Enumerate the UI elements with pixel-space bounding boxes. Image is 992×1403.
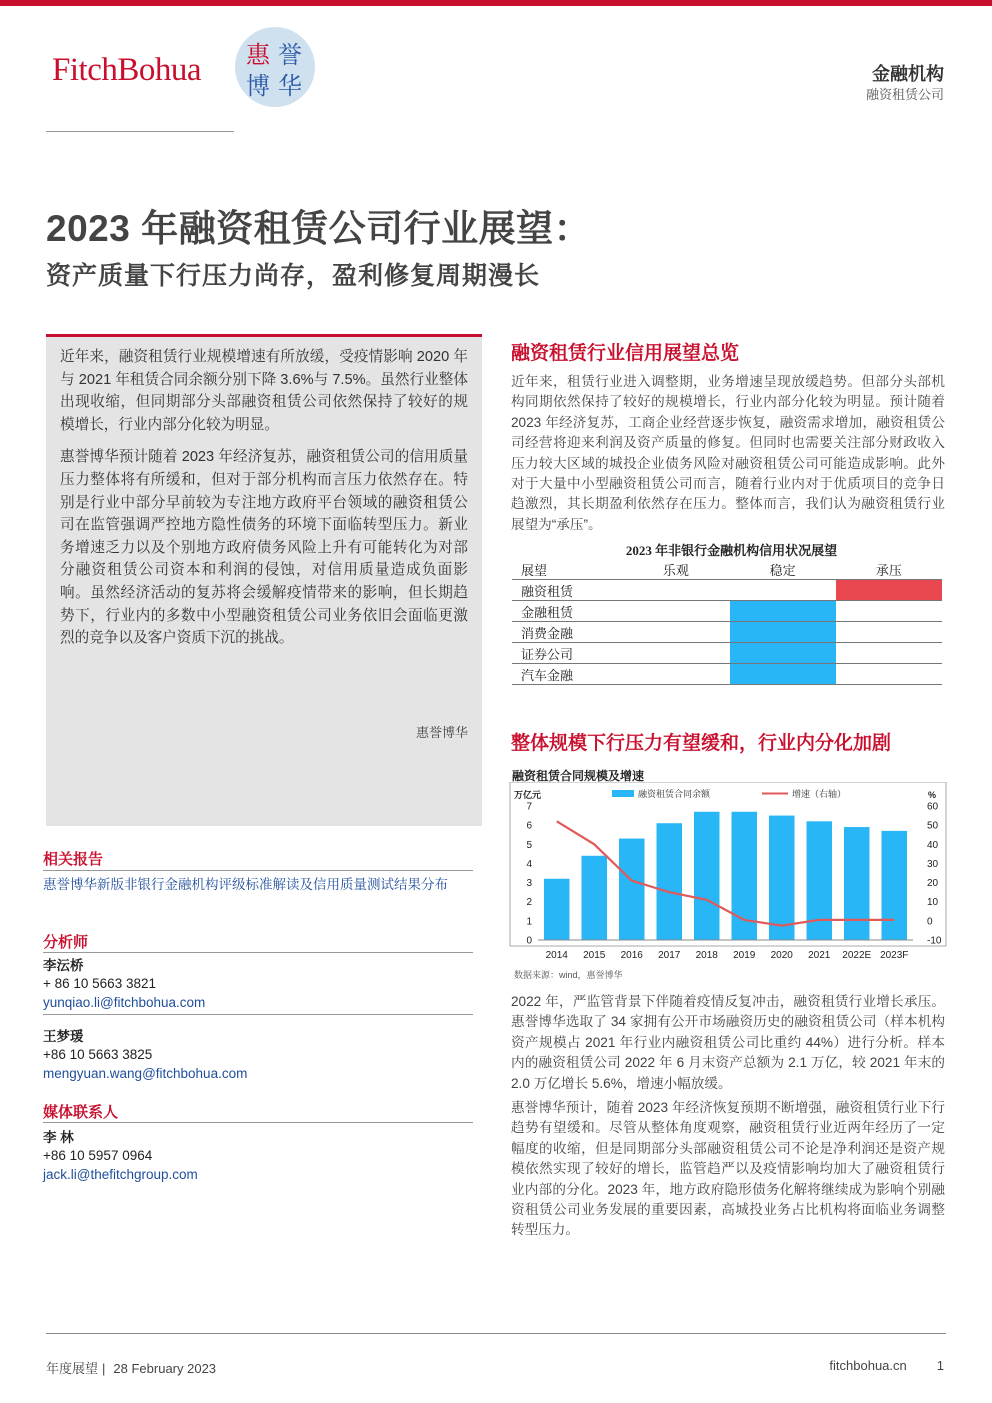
chart-bar [544, 879, 570, 940]
chart-bar [619, 839, 645, 940]
header-cell: 乐观 [622, 559, 729, 580]
optimistic-cell [622, 664, 729, 685]
report-subtitle: 资产质量下行压力尚存，盈利修复周期漫长 [46, 262, 541, 290]
row-label: 汽车金融 [512, 664, 622, 685]
header-cell: 稳定 [730, 559, 836, 580]
analyst-email-link[interactable]: yunqiao.li@fitchbohua.com [43, 995, 206, 1010]
right-tick-label: -10 [927, 935, 942, 947]
left-tick-label: 4 [526, 858, 532, 870]
stable-cell-filled [730, 622, 836, 643]
chart-bar [694, 812, 720, 940]
section-body-outlook: 近年来，租赁行业进入调整期，业务增速呈现放缓趋势。但部分头部机构同期依然保持了较好的规模增长，行业内部分化较为明显。预计随着 2023 年经济复苏，工商企业经营逐步恢复，融资需求增加，融资租赁公司经营将迎来利润及资产质量的修复。但同时也需要关注部分财政收入压力较大区域的城投企业债务风险对融资租赁公司可能造成影响。此外对于大量中小型融资租赁公司而言，随着行业内对于优质项目的竞争日趋激烈，其长期盈利依然存在压力。整体而言，我们认为融资租赁行业展望为“承压”。 [511, 374, 945, 532]
analyst-2 [43, 1025, 473, 1083]
section-heading-outlook: 融资租赁行业信用展望总览 [511, 343, 740, 364]
fitchbohua-logo: FitchBohua [52, 52, 201, 88]
stable-cell-filled [730, 664, 836, 685]
x-tick-label: 2023F [880, 950, 909, 961]
stable-cell-filled [730, 601, 836, 622]
footer-left: 年度展望 | 28 February 2023 [46, 1361, 217, 1376]
outlook-table-caption: 2023 年非银行金融机构信用状况展望 [625, 543, 838, 558]
x-tick-label: 2021 [808, 950, 831, 961]
optimistic-cell [622, 580, 729, 601]
legend-bar-label: 融资租赁合同余额 [638, 789, 711, 799]
right-tick-label: 20 [927, 878, 939, 890]
contract-scale-chart [508, 782, 948, 966]
right-tick-label: 0 [927, 916, 933, 928]
section2-paragraph-2: 惠誉博华预计，随着 2023 年经济恢复预期不断增强，融资租赁行业下行趋势有望缓和。尽管从整体角度观察，融资租赁行业近两年经历了一定幅度的收缩，但是同期部分头部融资租赁公司不论是净利润还是资产规模依然实现了较好的增长，监管趋严以及疫情影响均加大了融资租赁行业内部的分化。2023 年，地方政府隐形债务化解将继续成为影响个别融资租赁公司业务发展的重要因素，高城投业务占比机构将面临业务调整转型压力。 [511, 1100, 945, 1238]
header-cell: 展望 [512, 559, 622, 580]
right-tick-label: 60 [927, 801, 939, 813]
logo-divider [46, 131, 234, 132]
related-divider [43, 870, 473, 871]
table-row [512, 601, 942, 622]
seal-char-2: 誉 [278, 42, 302, 69]
chart-bar [657, 823, 683, 940]
table-row [512, 580, 942, 601]
stable-cell-filled [730, 643, 836, 664]
related-report-link[interactable]: 惠誉博华新版非银行金融机构评级标准解读及信用质量测试结果分布 [43, 877, 448, 892]
subsector-label: 融资租赁公司 [865, 87, 944, 102]
top-accent-bar [0, 0, 992, 6]
footer-divider [46, 1333, 946, 1334]
outlook-table [512, 540, 942, 685]
page-number: 1 [936, 1358, 944, 1373]
footer-report-type: 年度展望 [46, 1361, 99, 1376]
media-phone: +86 10 5957 0964 [43, 1148, 153, 1163]
seal-char-3: 博 [246, 73, 270, 100]
right-axis-unit: % [927, 790, 936, 800]
chart-source: 数据来源：wind，惠誉博华 [514, 970, 623, 980]
right-tick-label: 10 [927, 897, 939, 909]
pressure-cell [836, 664, 942, 685]
analyst-phone: + 86 10 5663 3821 [43, 976, 156, 991]
chart-bar [882, 831, 908, 940]
pressure-cell [836, 622, 942, 643]
media-name: 李 林 [43, 1130, 74, 1145]
report-title: 2023 年融资租赁公司行业展望： [46, 208, 592, 249]
media-contact-heading: 媒体联系人 [43, 1104, 119, 1121]
pressure-cell [836, 643, 942, 664]
legend-line-label: 增速（右轴） [792, 789, 847, 799]
x-tick-label: 2018 [695, 950, 718, 961]
chart-bar [582, 856, 608, 940]
summary-accent-line [46, 334, 482, 337]
seal-char-4: 华 [278, 73, 302, 100]
x-tick-label: 2014 [545, 950, 568, 961]
footer-site-link[interactable]: fitchbohua.cn [829, 1358, 907, 1373]
x-tick-label: 2017 [658, 950, 681, 961]
analyst-phone: +86 10 5663 3825 [43, 1047, 153, 1062]
x-tick-label: 2015 [583, 950, 606, 961]
row-label: 证券公司 [512, 643, 622, 664]
summary-signature: 惠誉博华 [415, 725, 468, 740]
left-tick-label: 5 [526, 839, 532, 851]
related-reports-heading: 相关报告 [43, 851, 104, 868]
left-tick-label: 6 [526, 820, 532, 832]
left-tick-label: 3 [526, 878, 532, 890]
growth-rate-line [557, 821, 895, 925]
section-heading-scale: 整体规模下行压力有望缓和，行业内分化加剧 [511, 733, 892, 754]
chart-frame [510, 782, 946, 946]
left-tick-label: 7 [526, 801, 532, 813]
analyst-name: 王梦瑗 [43, 1029, 84, 1044]
sector-label: 金融机构 [872, 64, 944, 84]
table-row [512, 643, 942, 664]
section2-paragraph-1: 2022 年，严监管背景下伴随着疫情反复冲击，融资租赁行业增长承压。惠誉博华选取了 34 家拥有公开市场融资历史的融资租赁公司（样本机构资产规模占 2021 年行业内融资租赁公司比重约 44%）进行分析。样本内的融资租赁公司 2022 年 6 月末资产总额为 2.1 万亿，较 2021 年末的 2.0 万亿增长 5.6%，增速小幅放缓。 [511, 994, 945, 1091]
pressure-cell-filled [836, 580, 942, 601]
media-contact [43, 1126, 473, 1184]
summary-paragraph-1: 近年来，融资租赁行业规模增速有所放缓，受疫情影响 2020 年与 2021 年租赁合同余额分别下降 3.6%与 7.5%。虽然行业整体出现收缩，但同期部分头部融资租赁公司依然保持了较好的规模增长，行业内部分化较为明显。 [60, 349, 468, 433]
analyst-name: 李沄桥 [43, 958, 84, 973]
x-tick-label: 2019 [733, 950, 756, 961]
left-tick-label: 0 [526, 935, 532, 947]
right-tick-label: 30 [927, 858, 939, 870]
row-label: 金融租赁 [512, 601, 622, 622]
left-tick-label: 2 [526, 897, 532, 909]
analyst-heading: 分析师 [43, 934, 89, 951]
right-tick-label: 40 [927, 839, 939, 851]
summary-text [60, 346, 468, 660]
media-divider [43, 1122, 473, 1123]
summary-box [46, 334, 482, 826]
left-axis-unit: 万亿元 [514, 790, 542, 800]
analyst-email-link[interactable]: mengyuan.wang@fitchbohua.com [43, 1066, 248, 1081]
optimistic-cell [622, 622, 729, 643]
chart-bar [769, 816, 795, 940]
analyst-divider [43, 952, 473, 953]
x-tick-label: 2020 [770, 950, 793, 961]
x-tick-label: 2022E [842, 950, 872, 961]
row-label: 融资租赁 [512, 580, 622, 601]
analyst-1 [43, 954, 473, 1012]
chart-title: 融资租赁合同规模及增速 [512, 769, 645, 783]
hui-yu-bo-hua-seal [232, 24, 318, 110]
legend-bar-swatch [612, 790, 634, 797]
stable-cell [730, 580, 836, 601]
optimistic-cell [622, 643, 729, 664]
pressure-cell [836, 601, 942, 622]
table-row [512, 664, 942, 685]
seal-char-1: 惠 [246, 42, 270, 69]
header-cell: 承压 [836, 559, 942, 580]
media-email-link[interactable]: jack.li@thefitchgroup.com [43, 1167, 198, 1182]
table-row [512, 622, 942, 643]
chart-bar [844, 827, 870, 940]
footer-date: 28 February 2023 [113, 1361, 217, 1376]
analyst-separator [43, 1014, 473, 1015]
summary-paragraph-2: 惠誉博华预计随着 2023 年经济复苏，融资租赁公司的信用质量压力整体将有所缓和，但对于部分机构而言压力依然存在。特别是行业中部分早前较为专注地方政府平台领域的融资租赁公司在监管强调严控地方隐性债务的环境下面临转型压力。新业务增速乏力以及个别地方政府债务风险上升有可能转化为对部分融资租赁公司资本和利润的侵蚀，对信用质量造成负面影响。虽然经济活动的复苏将会缓解疫情带来的影响，但长期趋势下，行业内的多数中小型融资租赁公司业务依旧会面临更激烈的竞争以及客户资质下沉的挑战。 [60, 449, 468, 647]
outlook-table-header [512, 559, 942, 580]
row-label: 消费金融 [512, 622, 622, 643]
x-tick-label: 2016 [620, 950, 643, 961]
footer-right [829, 1358, 944, 1373]
right-tick-label: 50 [927, 820, 939, 832]
left-tick-label: 1 [526, 916, 532, 928]
optimistic-cell [622, 601, 729, 622]
